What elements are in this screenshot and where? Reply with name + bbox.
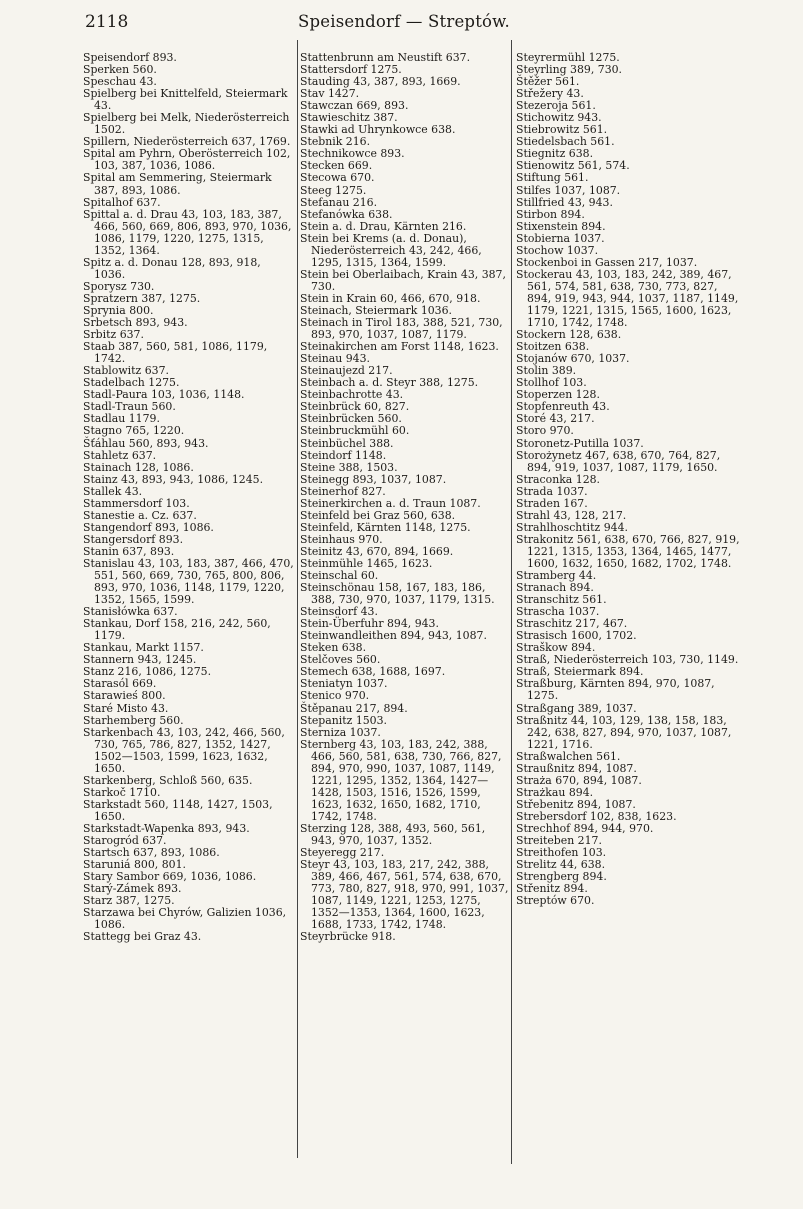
index-entry: Stolin 389. [516,364,577,378]
index-entry: Steinfeld, Kärnten 1148, 1275. [300,520,471,534]
index-entry: Steyr 43, 103, 183, 217, 242, 388, 389, 466, 467, 561, 574, 638, 670, 773, 780, 827, 918, 970, 991, 1037, 1087, 1149, 1221, 1253, 1275, 1352—1353, 1364, 1600, 1623, 1688, 1733, 1742, 1748. [300,858,509,932]
index-column-1 [83,52,294,943]
index-entry: Sterzing 128, 388, 493, 560, 561, 943, 970, 1037, 1352. [300,822,486,848]
index-entry: Steinach in Tirol 183, 388, 521, 730, 893, 970, 1037, 1087, 1179. [300,316,503,342]
index-entry: Staab 387, 560, 581, 1086, 1179, 1742. [83,340,268,366]
index-entry: Spielberg bei Knittelfeld, Steiermark 43. [83,87,288,113]
index-entry: Stecowa 670. [300,171,375,185]
index-entry: Steinschal 60. [300,569,379,583]
index-column-2 [300,52,510,943]
index-entry: Steyrbrücke 918. [300,930,396,944]
index-entry: Steyrling 389, 730. [516,63,623,77]
index-entry: Straßburg, Kärnten 894, 970, 1087, 1275. [516,677,715,703]
index-entry: Steinschönau 158, 167, 183, 186, 388, 730, 970, 1037, 1179, 1315. [300,581,495,607]
index-entry: Stein-Überfuhr 894, 943. [300,617,439,631]
index-entry: Srbetsch 893, 943. [83,316,188,330]
index-entry: Stadl-Paura 103, 1036, 1148. [83,388,245,402]
index-entry: Steinbachrotte 43. [300,388,404,402]
index-entry: Steyrermühl 1275. [516,52,620,64]
index-entry: Spillern, Niederösterreich 637, 1769. [83,135,291,149]
index-entry: Steinbüchel 388. [300,436,394,450]
index-entry: Stiebrowitz 561. [516,123,608,137]
index-entry: Straconka 128. [516,472,601,486]
index-entry: Stanz 216, 1086, 1275. [83,665,212,679]
index-entry: Stadl-Traun 560. [83,400,176,414]
index-entry: Stockerau 43, 103, 183, 242, 389, 467, 561, 574, 581, 638, 730, 773, 827, 894, 919, 943, 944, 1037, 1187, 1149, 1179, 1221, 1315, 1565, 1600, 1623, 1710, 1742, 1748. [516,267,739,330]
index-entry: Stemech 638, 1688, 1697. [300,665,446,679]
index-entry: Spittal a. d. Drau 43, 103, 183, 387, 466, 560, 669, 806, 893, 970, 1036, 1086, 1179, 1220, 1275, 1315, 1352, 1364. [83,207,292,257]
column-rule-left [297,40,298,1158]
index-entry: Stainach 128, 1086. [83,460,194,474]
index-entry: Starhemberg 560. [83,713,184,727]
index-entry: Stawki ad Uhrynkowce 638. [300,123,456,137]
index-entry: Stechnikowce 893. [300,147,405,161]
index-entry: Sporysz 730. [83,279,155,293]
index-entry: Storé 43, 217. [516,412,595,426]
index-entry: Stallek 43. [83,484,143,498]
index-entry: Straden 167. [516,496,588,510]
index-entry: Stanin 637, 893. [83,544,175,558]
index-entry: Strahl 43, 128, 217. [516,508,627,522]
index-entry: Stary Sambor 669, 1036, 1086. [83,870,257,884]
index-entry: Staruniá 800, 801. [83,858,186,872]
index-entry: Stilfes 1037, 1087. [516,183,621,197]
index-entry: Stanislau 43, 103, 183, 387, 466, 470, 551, 560, 669, 730, 765, 800, 806, 893, 970, 1036, 1148, 1179, 1220, 1352, 1565, 1599. [83,556,294,607]
index-entry: Srbitz 637. [83,328,144,342]
index-entry: Steinach, Steiermark 1036. [300,303,452,317]
index-entry: Stelčoves 560. [300,653,381,667]
index-entry: Storożynetz 467, 638, 670, 764, 827, 894, 919, 1037, 1087, 1179, 1650. [516,448,721,474]
index-entry: Strakonitz 561, 638, 670, 766, 827, 919, 1221, 1315, 1353, 1364, 1465, 1477, 1600, 1632, 1650, 1682, 1702, 1748. [516,532,740,570]
index-entry: Steinakirchen am Forst 1148, 1623. [300,340,499,354]
index-entry: Stoperzen 128. [516,388,600,402]
index-entry: Stiftung 561. [516,171,589,185]
index-entry: Straßgang 389, 1037. [516,701,637,715]
index-entry: Stauding 43, 387, 893, 1669. [300,75,461,89]
index-entry: Storonetz-Putilla 1037. [516,436,644,450]
index-entry: Stoitzen 638. [516,340,590,354]
index-entry: Steinbrück 60, 827. [300,400,410,414]
index-entry: Steeg 1275. [300,183,367,197]
index-entry: Steine 388, 1503. [300,460,398,474]
index-entry: Steinwandleithen 894, 943, 1087. [300,629,487,643]
index-entry: Strascha 1037. [516,605,600,619]
index-entry: Streithofen 103. [516,846,607,860]
index-entry: Stefanówka 638. [300,207,393,221]
index-entry: Střebenitz 894, 1087. [516,797,636,811]
index-entry: Steinerkirchen a. d. Traun 1087. [300,496,481,510]
index-entry: Steinaujezd 217. [300,364,393,378]
index-entry: Stawieschitz 387. [300,111,398,125]
index-entry: Steniatyn 1037. [300,677,388,691]
index-entry: Sterniza 1037. [300,725,381,739]
index-entry: Stirbon 894. [516,207,585,221]
index-entry: Steinitz 43, 670, 894, 1669. [300,544,454,558]
index-entry: Steyeregg 217. [300,846,385,860]
index-entry: Steinsdorf 43. [300,605,378,619]
index-entry: Stenico 970. [300,689,370,703]
index-entry: Storo 970. [516,424,574,438]
index-entry: Spitalhof 637. [83,195,161,209]
index-entry: Stebnik 216. [300,135,371,149]
index-entry: Stixenstein 894. [516,219,606,233]
index-entry: Steinhaus 970. [300,532,383,546]
index-entry: Startsch 637, 893, 1086. [83,846,220,860]
index-entry: Stramberg 44. [516,569,597,583]
index-entry: Strahlhoschtitz 944. [516,520,628,534]
index-entry: Stichowitz 943. [516,111,602,125]
index-entry: Speisendorf 893. [83,52,177,64]
index-entry: Stattersdorf 1275. [300,63,402,77]
index-entry: Stein a. d. Drau, Kärnten 216. [300,219,467,233]
index-entry: Stannern 943, 1245. [83,653,197,667]
index-entry: Stezeroja 561. [516,99,596,113]
index-entry: Stein in Krain 60, 466, 670, 918. [300,291,481,305]
index-entry: Steinmühle 1465, 1623. [300,556,433,570]
index-entry: Spitz a. d. Donau 128, 893, 918, 1036. [83,255,261,281]
index-entry: Starkstadt 560, 1148, 1427, 1503, 1650. [83,797,273,823]
index-entry: Starkenberg, Schloß 560, 635. [83,773,253,787]
index-entry: Stranschitz 561. [516,593,607,607]
index-entry: Sprynia 800. [83,303,154,317]
index-entry: Stollhof 103. [516,376,587,390]
index-entry: Steindorf 1148. [300,448,387,462]
index-column-3 [516,52,744,907]
index-entry: Stadlau 1179. [83,412,160,426]
index-entry: Straß, Steiermark 894. [516,665,644,679]
index-entry: Stangendorf 893, 1086. [83,520,214,534]
page-number: 2118 [85,12,129,32]
index-entry: Stiedelsbach 561. [516,135,615,149]
index-entry: Strażkau 894. [516,785,594,799]
index-entry: Střenitz 894. [516,882,588,896]
index-entry: Stanisłówka 637. [83,605,178,619]
index-entry: Starkstadt-Wapenka 893, 943. [83,822,250,835]
index-entry: Starz 387, 1275. [83,894,175,908]
running-title: Speisendorf — Streptów. [298,12,510,31]
index-entry: Spital am Pyhrn, Oberösterreich 102, 103, 387, 1036, 1086. [83,147,291,173]
index-entry: Strechhof 894, 944, 970. [516,822,654,835]
index-entry: Strengberg 894. [516,870,607,884]
index-entry: Štěžer 561. [516,75,580,89]
index-entry: Stein bei Oberlaibach, Krain 43, 387, 730. [300,267,506,293]
index-entry: Šťáhlau 560, 893, 943. [83,436,209,450]
index-entry: Sternberg 43, 103, 183, 242, 388, 466, 560, 581, 638, 730, 766, 827, 894, 970, 990, 1037, 1087, 1149, 1221, 1295, 1352, 1364, 1427—1428, 1503, 1516, 1526, 1599, 1623, 1632, 1650, 1682, 1710, 1742, 1748. [300,737,502,823]
index-entry: Stranach 894. [516,581,594,595]
index-entry: Stav 1427. [300,87,360,101]
index-entry: Stablowitz 637. [83,364,169,378]
index-entry: Straschitz 217, 467. [516,617,628,631]
index-entry: Stahletz 637. [83,448,157,462]
index-entry: Starkoč 1710. [83,785,161,799]
index-entry: Stecken 669. [300,159,373,173]
index-entry: Stepanitz 1503. [300,713,387,727]
index-entry: Straškow 894. [516,641,596,655]
index-entry: Strada 1037. [516,484,588,498]
index-entry: Strasisch 1600, 1702. [516,629,637,643]
index-entry: Starawieś 800. [83,689,166,703]
index-entry: Steinbruckmühl 60. [300,424,410,438]
index-entry: Spielberg bei Melk, Niederösterreich 1502. [83,111,290,137]
index-entry: Stainz 43, 893, 943, 1086, 1245. [83,472,264,486]
index-entry: Stobierna 1037. [516,231,605,245]
index-entry: Streiteben 217. [516,834,602,848]
index-entry: Spital am Semmering, Steiermark 387, 893, 1086. [83,171,272,197]
index-entry: Stattegg bei Graz 43. [83,930,202,944]
index-entry: Strelitz 44, 638. [516,858,606,872]
index-entry: Stattenbrunn am Neustift 637. [300,52,471,64]
index-entry: Stienowitz 561, 574. [516,159,630,173]
index-entry: Stockern 128, 638. [516,328,622,342]
index-entry: Staré Misto 43. [83,701,169,715]
index-entry: Starkenbach 43, 103, 242, 466, 560, 730, 765, 786, 827, 1352, 1427, 1502—1503, 1599, 1623, 1632, 1650. [83,725,285,775]
index-entry: Straża 670, 894, 1087. [516,773,642,787]
index-entry: Stankau, Markt 1157. [83,641,204,655]
index-entry: Stawczan 669, 893. [300,99,409,113]
index-entry: Stefanau 216. [300,195,378,209]
index-entry: Stangersdorf 893. [83,532,184,546]
index-entry: Stammersdorf 103. [83,496,190,510]
index-entry: Strebersdorf 102, 838, 1623. [516,809,677,823]
index-entry: Starogród 637. [83,834,167,848]
index-entry: Steinerhof 827. [300,484,386,498]
index-entry: Straßwalchen 561. [516,749,621,763]
index-entry: Starý-Zámek 893. [83,882,182,896]
index-entry: Spratzern 387, 1275. [83,291,201,305]
index-entry: Stojanów 670, 1037. [516,352,630,366]
index-entry: Steinegg 893, 1037, 1087. [300,472,447,486]
column-rule-right [511,40,512,1164]
index-entry: Stiegnitz 638. [516,147,594,161]
index-entry: Steinau 943. [300,352,370,366]
index-entry: Stillfried 43, 943. [516,195,613,209]
index-entry: Streptów 670. [516,894,595,908]
index-entry: Steinfeld bei Graz 560, 638. [300,508,456,522]
index-entry: Střežery 43. [516,87,584,101]
index-entry: Steinbrücken 560. [300,412,402,426]
index-entry: Stagno 765, 1220. [83,424,185,438]
index-entry: Straßnitz 44, 103, 129, 138, 158, 183, 242, 638, 827, 894, 970, 1037, 1087, 1221, 1716. [516,713,732,751]
index-entry: Stochow 1037. [516,243,599,257]
index-entry: Stopfenreuth 43. [516,400,610,414]
index-entry: Štěpanau 217, 894. [300,701,408,715]
index-entry: Straußnitz 894, 1087. [516,761,637,775]
index-entry: Stockenboi in Gassen 217, 1037. [516,255,698,269]
index-entry: Speschau 43. [83,75,157,89]
index-entry: Sperken 560. [83,63,157,77]
index-entry: Stankau, Dorf 158, 216, 242, 560, 1179. [83,617,271,643]
index-entry: Starzawa bei Chyrów, Galizien 1036, 1086. [83,906,287,932]
index-entry: Steken 638. [300,641,367,655]
index-entry: Stein bei Krems (a. d. Donau), Niederösterreich 43, 242, 466, 1295, 1315, 1364, 1599. [300,231,482,269]
index-entry: Starasól 669. [83,677,157,691]
index-entry: Steinbach a. d. Steyr 388, 1275. [300,376,479,390]
index-entry: Stadelbach 1275. [83,376,180,390]
index-entry: Stanestie a. Cz. 637. [83,508,197,522]
index-entry: Straß, Niederösterreich 103, 730, 1149. [516,653,739,667]
